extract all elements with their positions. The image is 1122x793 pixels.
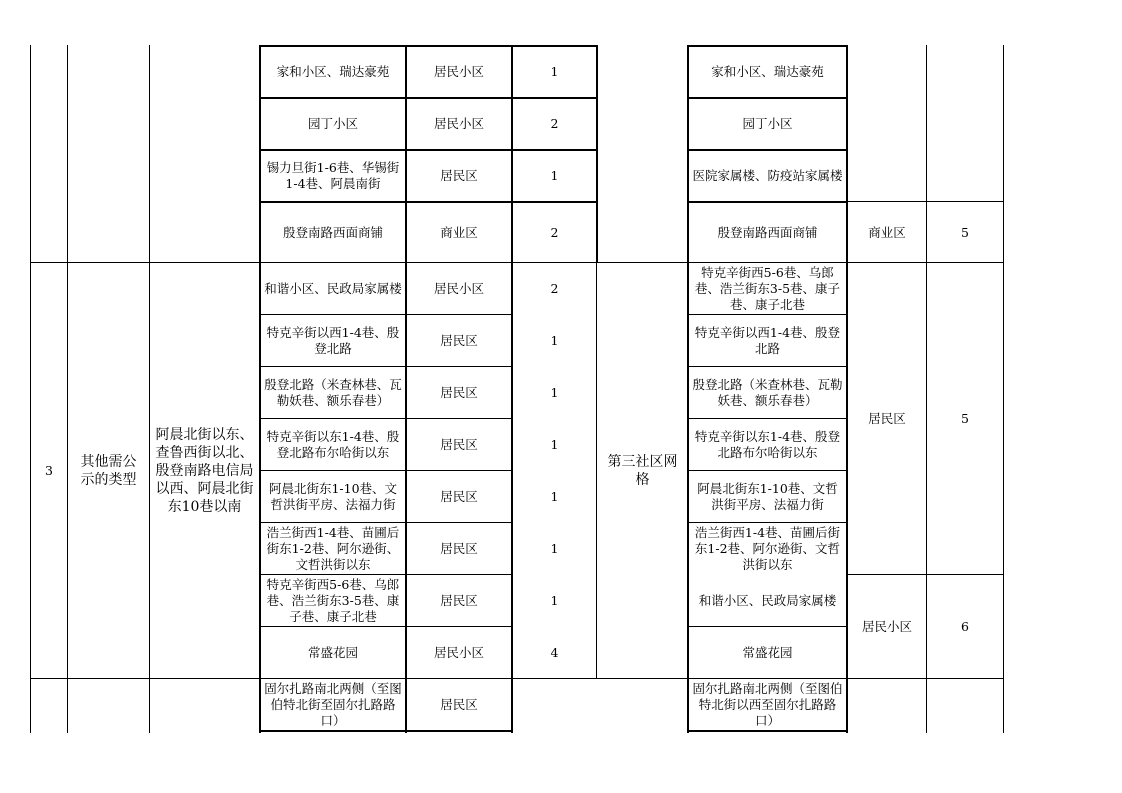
- grid-line: [596, 45, 598, 263]
- subject-name-cell: 殷登南路西面商铺: [282, 224, 383, 240]
- grid-subject-cell: 家和小区、瑞达豪苑: [711, 64, 824, 79]
- subject-type-cell: 居民区: [440, 168, 478, 183]
- grid-subject-cell: 常盛花园: [742, 644, 793, 660]
- subject-type-cell: 居民小区: [433, 64, 484, 79]
- merged-type-cell: 商业区: [868, 224, 906, 240]
- subject-count-cell: 1: [550, 488, 559, 504]
- subject-name-cell: 锡力旦街1-6巷、华锡街1-4巷、阿晨南街: [266, 160, 400, 191]
- subject-type-cell: 居民区: [440, 384, 478, 400]
- subject-type-cell: 居民小区: [433, 280, 484, 296]
- subject-count-cell: [513, 679, 596, 730]
- subject-count-cell: 1: [550, 436, 559, 452]
- subject-count-cell: 2: [550, 116, 559, 131]
- subject-count-cell: 1: [550, 592, 559, 608]
- grid-subject-cell: 特克辛街以西1-4巷、殷登北路: [694, 324, 841, 356]
- subject-count-cell: 2: [550, 280, 559, 296]
- subject-name-cell: 特克辛街西5-6巷、乌郎巷、浩兰街东3-5巷、康子巷、康子北巷: [266, 576, 400, 624]
- subject-name-cell: 特克辛街以东1-4巷、殷登北路布尔哈街以东: [266, 428, 400, 460]
- subject-name-cell: 家和小区、瑞达豪苑: [276, 64, 390, 79]
- subject-type-cell: 居民小区: [433, 116, 484, 131]
- subject-count-cell: 1: [550, 64, 559, 79]
- grid-subject-cell: 阿晨北街东1-10巷、文哲洪街平房、法福力街: [697, 480, 838, 512]
- merged-type-cell: 居民小区: [861, 618, 912, 634]
- subject-name-cell: 园丁小区: [307, 116, 358, 131]
- grid-name-cell: 第三社区网格: [607, 453, 678, 488]
- seq-cell: 3: [45, 462, 53, 478]
- subject-count-cell: 1: [550, 332, 559, 348]
- grid-subject-cell: 园丁小区: [742, 116, 793, 131]
- grid-subject-cell: 浩兰街西1-4巷、苗圃后街东1-2巷、阿尔逊街、文哲洪街以东: [694, 524, 841, 572]
- subject-name-cell: 浩兰街西1-4巷、苗圃后街东1-2巷、阿尔逊街、文哲洪街以东: [266, 524, 400, 572]
- merged-count-cell: 5: [961, 224, 969, 240]
- grid-line: [259, 730, 513, 732]
- grid-line: [687, 730, 848, 732]
- subject-name-cell: 殷登北路（米查林巷、瓦勒妖巷、额乐春巷）: [264, 376, 402, 408]
- subject-type-cell: 居民区: [440, 540, 478, 556]
- grid-subject-cell: 固尔扎路南北两侧（至图伯特北街以西至固尔扎路路口）: [692, 680, 843, 728]
- grid-line: [1003, 45, 1004, 733]
- subject-name-cell: 阿晨北街东1-10巷、文哲洪街平房、法福力街: [268, 480, 398, 512]
- grid-subject-cell: 殷登南路西面商铺: [717, 224, 818, 240]
- subject-count-cell: 4: [550, 644, 559, 660]
- scope-cell: 阿晨北街以东、查鲁西街以北、殷登南路电信局以西、阿晨北街东10巷以南: [155, 426, 254, 515]
- grid-subject-cell: 和谐小区、民政局家属楼: [698, 592, 837, 608]
- subject-type-cell: 居民区: [440, 696, 478, 712]
- merged-count-cell: 6: [961, 618, 969, 634]
- merged-count-cell: 5: [961, 410, 969, 426]
- subject-count-cell: 1: [550, 540, 559, 556]
- subject-name-cell: 特克辛街以西1-4巷、殷登北路: [266, 324, 400, 356]
- grid-subject-cell: 特克辛街西5-6巷、乌郎巷、浩兰街东3-5巷、康子巷、康子北巷: [694, 264, 841, 312]
- subject-name-cell: 常盛花园: [307, 644, 358, 660]
- subject-count-cell: 2: [550, 224, 559, 240]
- grid-line: [846, 201, 1004, 202]
- category-cell: 其他需公示的类型: [80, 453, 137, 488]
- subject-type-cell: 居民区: [440, 592, 478, 608]
- grid-subject-cell: 殷登北路（米查林巷、瓦勒妖巷、额乐春巷）: [692, 376, 843, 408]
- merged-type-cell: 居民区: [868, 410, 906, 426]
- grid-line: [596, 263, 597, 679]
- subject-type-cell: 商业区: [440, 224, 478, 240]
- grid-subject-cell: 医院家属楼、防疫站家属楼: [692, 168, 843, 183]
- grid-subject-cell: 特克辛街以东1-4巷、殷登北路布尔哈街以东: [694, 428, 841, 460]
- subject-type-cell: 居民区: [440, 488, 478, 504]
- subject-name-cell: 和谐小区、民政局家属楼: [264, 280, 402, 296]
- subject-count-cell: 1: [550, 384, 559, 400]
- subject-type-cell: 居民区: [440, 436, 478, 452]
- subject-type-cell: 居民小区: [433, 644, 484, 660]
- subject-type-cell: 居民区: [440, 332, 478, 348]
- subject-name-cell: 固尔扎路南北两侧（至图伯特北街至固尔扎路路口）: [264, 680, 402, 728]
- subject-count-cell: 1: [550, 168, 559, 183]
